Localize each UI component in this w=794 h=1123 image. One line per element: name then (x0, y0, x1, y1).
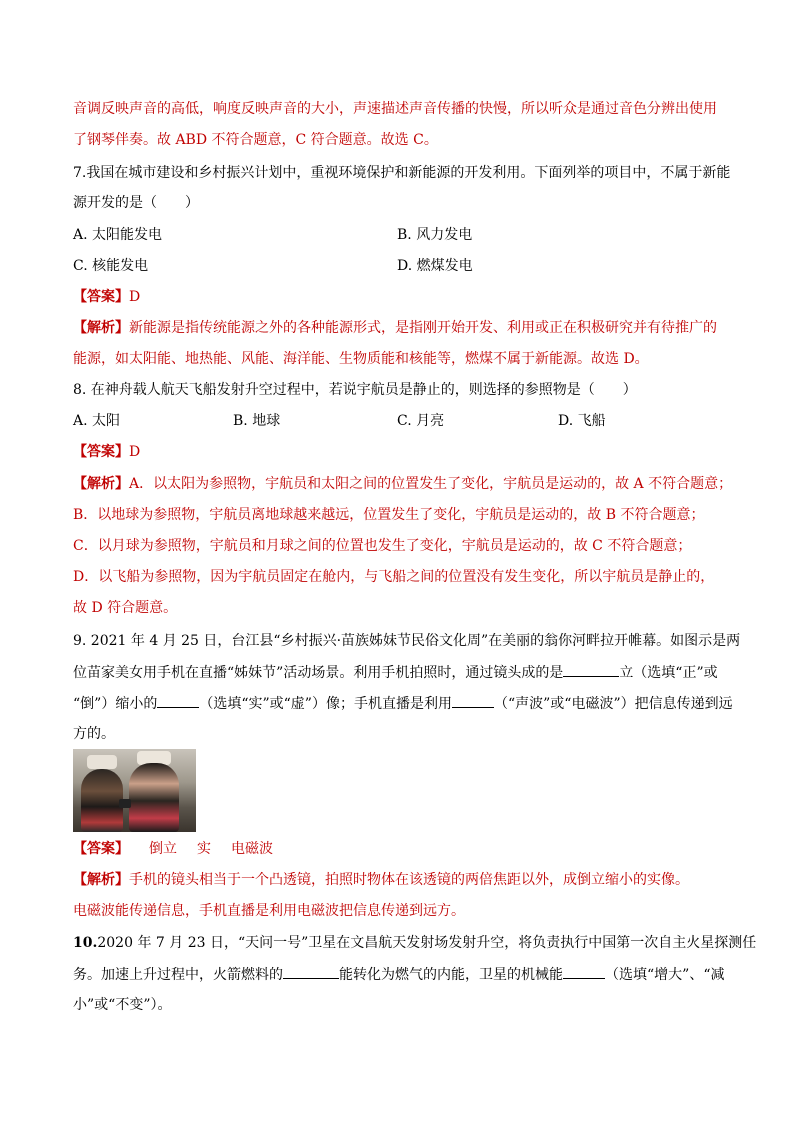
q8-analysis-line4: D．以飞船为参照物，因为宇航员固定在舱内，与飞船之间的位置没有发生变化，所以宇航员是静止的， (73, 569, 715, 585)
q9-stem-text: （“声波”或“电磁波”）把信息传递到远 (493, 696, 733, 712)
answer-value: 倒立 (149, 841, 177, 857)
answer-value: 电磁波 (231, 841, 273, 857)
q9-stem-line4: 方的。 (73, 726, 115, 742)
answer-value: 实 (197, 841, 211, 857)
q10-blank-2 (563, 964, 605, 979)
q9-analysis-line2: 电磁波能传递信息，手机直播是利用电磁波把信息传递到远方。 (73, 903, 465, 919)
analysis-text: A．以太阳为参照物，宇航员和太阳之间的位置发生了变化，宇航员是运动的，故 A 不符合题意； (129, 476, 733, 492)
analysis-tag: 【解析】 (73, 872, 129, 888)
person-left (81, 769, 123, 832)
q9-analysis-line1 (73, 870, 689, 890)
q8-stem: 8. 在神舟载人航天飞船发射升空过程中，若说宇航员是静止的，则选择的参照物是（ ） (73, 382, 637, 398)
q10-stem-text: 务。加速上升过程中，火箭燃料的 (73, 967, 283, 983)
q9-blank-3 (452, 693, 494, 708)
q7-stem-line1: 7.我国在城市建设和乡村振兴计划中，重视环境保护和新能源的开发利用。下面列举的项目中，不属于新能 (73, 165, 731, 181)
q9-blank-1 (563, 662, 619, 677)
q9-stem-line3 (73, 693, 733, 714)
analysis-tag: 【解析】 (73, 476, 129, 492)
q10-stem-text: 能转化为燃气的内能，卫星的机械能 (339, 967, 563, 983)
q10-number: 10. (73, 935, 98, 951)
q9-stem-text: （选填“实”或“虚”）像；手机直播是利用 (199, 696, 452, 712)
answer-tag: 【答案】 (73, 444, 129, 460)
q10-stem-text: （选填“增大”、“减 (605, 967, 725, 983)
answer-value: D (129, 444, 141, 460)
q7-option-c: C. 核能发电 (73, 258, 149, 274)
q9-stem-line1: 9. 2021 年 4 月 25 日，台江县“乡村振兴·苗族姊妹节民俗文化周”在美丽的翁你河畔拉开帷幕。如图示是两 (73, 633, 741, 649)
q9-stem-line2 (73, 662, 718, 683)
q7-stem-line2: 源开发的是（ ） (73, 195, 199, 211)
q8-analysis-line2: B．以地球为参照物，宇航员离地球越来越远，位置发生了变化，宇航员是运动的，故 B 不符合题意； (73, 507, 705, 523)
q8-analysis-line5: 故 D 符合题意。 (73, 600, 178, 616)
q10-blank-1 (283, 964, 339, 979)
q9-answer (73, 839, 273, 859)
q8-option-b: B. 地球 (233, 413, 281, 429)
q7-option-b: B. 风力发电 (397, 227, 473, 243)
q10-stem-text: 2020 年 7 月 23 日，“天问一号”卫星在文昌航天发射场发射升空，将负责执行中国第一次自主火星探测任 (97, 935, 757, 951)
q6-analysis-line2: 了钢琴伴奏。故 ABD 不符合题意，C 符合题意。故选 C。 (73, 132, 438, 148)
q6-analysis-line1: 音调反映声音的高低，响度反映声音的大小，声速描述声音传播的快慢，所以听众是通过音色分辨出使用 (73, 101, 717, 117)
phone-icon (119, 799, 131, 808)
q9-blank-2 (157, 693, 199, 708)
q7-option-a: A. 太阳能发电 (73, 227, 163, 243)
q9-stem-text: “倒”）缩小的 (73, 696, 158, 712)
answer-tag: 【答案】 (73, 841, 129, 857)
q7-option-d: D. 燃煤发电 (397, 258, 473, 274)
q7-analysis-line1 (73, 318, 717, 338)
q8-option-d: D. 飞船 (558, 413, 606, 429)
live-stream-photo (73, 749, 196, 832)
q8-answer (73, 442, 140, 462)
person-right (129, 763, 179, 832)
answer-value: D (129, 289, 141, 305)
q10-stem-line2 (73, 964, 724, 985)
q9-stem-text: 立（选填“正”或 (619, 665, 718, 681)
q8-analysis-line3: C．以月球为参照物，宇航员和月球之间的位置也发生了变化，宇航员是运动的，故 C 不符合题意； (73, 538, 692, 554)
q8-analysis-line1 (73, 474, 732, 494)
q8-option-a: A. 太阳 (73, 413, 121, 429)
answer-tag: 【答案】 (73, 289, 129, 305)
analysis-text: 新能源是指传统能源之外的各种能源形式，是指刚开始开发、利用或正在积极研究并有待推广的 (129, 320, 717, 336)
q9-stem-text: 位苗家美女用手机在直播“姊妹节”活动场景。利用手机拍照时，通过镜头成的是 (73, 665, 564, 681)
q10-stem-line1 (73, 933, 756, 953)
q10-stem-line3: 小”或“不变”）。 (73, 997, 172, 1013)
analysis-text: 手机的镜头相当于一个凸透镜，拍照时物体在该透镜的两倍焦距以外，成倒立缩小的实像。 (129, 872, 689, 888)
q7-analysis-line2: 能源，如太阳能、地热能、风能、海洋能、生物质能和核能等，燃煤不属于新能源。故选 D。 (73, 351, 649, 367)
q7-answer (73, 287, 140, 307)
q8-option-c: C. 月亮 (397, 413, 445, 429)
analysis-tag: 【解析】 (73, 320, 129, 336)
headdress-left (87, 755, 117, 769)
